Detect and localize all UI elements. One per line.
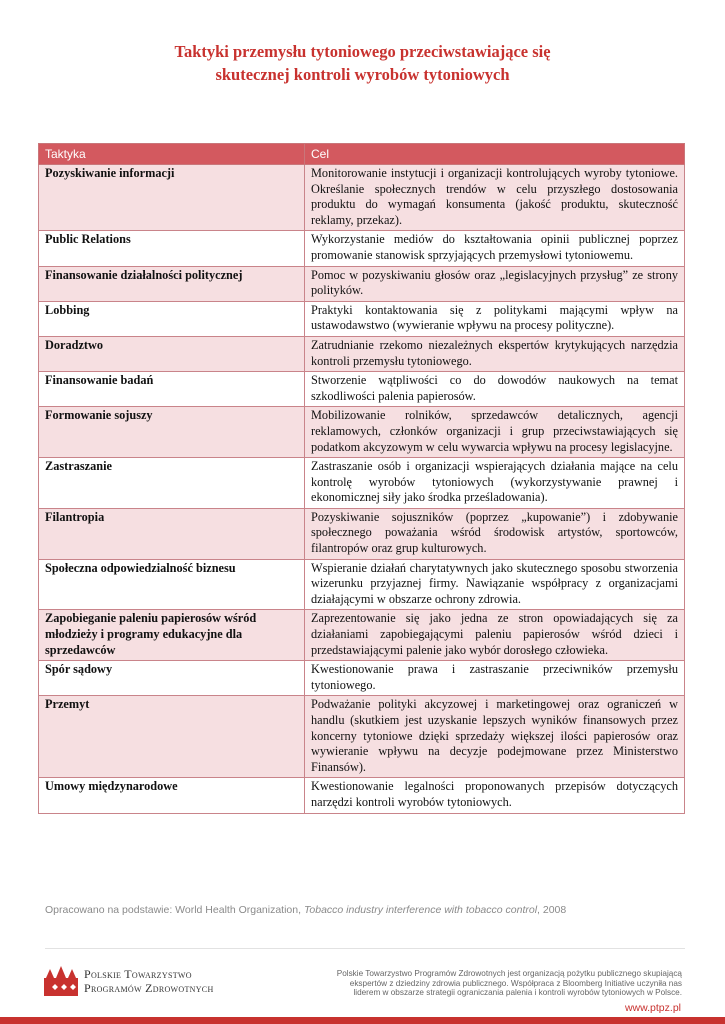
footer-divider bbox=[45, 948, 685, 949]
tactic-cell: Doradztwo bbox=[39, 336, 305, 371]
table-row bbox=[39, 508, 685, 559]
table-row bbox=[39, 661, 685, 696]
table-row bbox=[39, 372, 685, 407]
goal-cell: Praktyki kontaktowania się z politykami mającymi wpływ na ustawodawstwo (wywieranie wpływu na procesy polityczne). bbox=[305, 301, 685, 336]
tactic-cell: Lobbing bbox=[39, 301, 305, 336]
description-line: Polskie Towarzystwo Programów Zdrowotnych jest organizacją pożytku publicznego skupiającą bbox=[336, 969, 682, 978]
column-header-tactic: Taktyka bbox=[39, 144, 305, 165]
goal-cell: Pomoc w pozyskiwaniu głosów oraz „legislacyjnych przysług” ze strony polityków. bbox=[305, 266, 685, 301]
table-row bbox=[39, 407, 685, 458]
goal-cell: Zaprezentowanie się jako jedna ze stron opowiadających się za działaniami zapobiegającymi paleniu papierosów wśród dzieci i przedstawiającymi palenie jako wybór dorosłego człowieka. bbox=[305, 610, 685, 661]
table-row bbox=[39, 696, 685, 778]
tactic-cell: Filantropia bbox=[39, 508, 305, 559]
tactic-cell: Spór sądowy bbox=[39, 661, 305, 696]
page-title bbox=[0, 40, 725, 86]
website-link[interactable]: www.ptpz.pl bbox=[624, 1002, 681, 1014]
table-row bbox=[39, 336, 685, 371]
goal-cell: Kwestionowanie legalności proponowanych przepisów dotyczących narzędzi kontroli wyrobów tytoniowych. bbox=[305, 778, 685, 813]
goal-cell: Wspieranie działań charytatywnych jako skutecznego sposobu stworzenia wizerunku przyjaznej firmy. Nawiązanie współpracy z organizacjami działającymi w obszarze ochrony zdrowia. bbox=[305, 559, 685, 610]
table-header-row bbox=[39, 144, 685, 165]
tactic-cell: Finansowanie badań bbox=[39, 372, 305, 407]
tactics-table bbox=[38, 143, 685, 814]
goal-cell: Zastraszanie osób i organizacji wspierających działania mające na celu kontrolę wyrobów tytoniowych (wykorzystywanie prawnej i ekonomicznej siły jako środka prześladowania). bbox=[305, 458, 685, 509]
description-line: ekspertów z dziedziny zdrowia publicznego. Współpraca z Bloomberg Initiative uczyniła nas bbox=[349, 978, 682, 988]
logo-text-line-1: Polskie Towarzystwo bbox=[84, 967, 192, 981]
table-row bbox=[39, 610, 685, 661]
goal-cell: Wykorzystanie mediów do kształtowania opinii publicznej poprzez promowanie stanowisk sprzyjających przemysłowi tytoniowemu. bbox=[305, 231, 685, 266]
title-line-2: skutecznej kontroli wyrobów tytoniowych bbox=[215, 65, 510, 84]
goal-cell: Zatrudnianie rzekomo niezależnych ekspertów krytykujących narzędzia kontroli przemysłu tytoniowego. bbox=[305, 336, 685, 371]
ptpz-logo bbox=[44, 962, 304, 1002]
tactic-cell: Zastraszanie bbox=[39, 458, 305, 509]
goal-cell: Stworzenie wątpliwości co do dowodów naukowych na temat szkodliwości palenia papierosów. bbox=[305, 372, 685, 407]
table-row bbox=[39, 458, 685, 509]
table-row bbox=[39, 231, 685, 266]
title-line-1: Taktyki przemysłu tytoniowego przeciwstawiające się bbox=[174, 42, 551, 61]
table-row bbox=[39, 266, 685, 301]
goal-cell: Kwestionowanie prawa i zastraszanie przeciwników przemysłu tytoniowego. bbox=[305, 661, 685, 696]
goal-cell: Mobilizowanie rolników, sprzedawców detalicznych, agencji reklamowych, członków organizacji i grup przeciwstawiających się podatkom akcyzowym w celu wywarcia wpływu na procesy legislacyjne. bbox=[305, 407, 685, 458]
source-note bbox=[45, 904, 685, 916]
source-suffix: , 2008 bbox=[537, 904, 567, 916]
table-row bbox=[39, 778, 685, 813]
tactic-cell: Public Relations bbox=[39, 231, 305, 266]
bottom-accent-bar bbox=[0, 1017, 725, 1024]
goal-cell: Podważanie polityki akcyzowej i marketingowej oraz ograniczeń w handlu (skutkiem jest uzyskanie lepszych wyników finansowych przez koncerny tytoniowe dzięki sprzedaży większej ilości papierosów oraz wywieranie wpływu na decyzje podejmowane przez Ministerstwo Finansów). bbox=[305, 696, 685, 778]
tactic-cell: Finansowanie działalności politycznej bbox=[39, 266, 305, 301]
organization-description bbox=[298, 969, 682, 998]
column-header-goal: Cel bbox=[305, 144, 685, 165]
source-work-title: Tobacco industry interference with tobacco control bbox=[303, 904, 538, 916]
tactic-cell: Społeczna odpowiedzialność biznesu bbox=[39, 559, 305, 610]
source-prefix: Opracowano na podstawie: World Health Organization, bbox=[45, 904, 304, 916]
ptpz-logo-icon bbox=[44, 966, 78, 996]
tactic-cell: Zapobieganie paleniu papierosów wśród młodzieży i programy edukacyjne dla sprzedawców bbox=[39, 610, 305, 661]
logo-text-line-2: Programów Zdrowotnych bbox=[84, 981, 214, 995]
tactic-cell: Formowanie sojuszy bbox=[39, 407, 305, 458]
table-row bbox=[39, 559, 685, 610]
logo-text bbox=[84, 967, 214, 995]
description-line: liderem w obszarze strategii ograniczania palenia i kontroli wyrobów tytoniowych w Polsce. bbox=[353, 988, 682, 998]
goal-cell: Pozyskiwanie sojuszników (poprzez „kupowanie”) i zdobywanie społecznego poważania wśród środowisk artystów, sportowców, filantropów oraz grup kulturowych. bbox=[305, 508, 685, 559]
table-row bbox=[39, 301, 685, 336]
table-row bbox=[39, 165, 685, 231]
tactic-cell: Umowy międzynarodowe bbox=[39, 778, 305, 813]
tactic-cell: Pozyskiwanie informacji bbox=[39, 165, 305, 231]
tactic-cell: Przemyt bbox=[39, 696, 305, 778]
goal-cell: Monitorowanie instytucji i organizacji kontrolujących wyroby tytoniowe. Określanie społecznych trendów w celu przyszłego dostosowania produktu do wymagań konsumenta (jakość produktu, skuteczność reklamy, przekaz). bbox=[305, 165, 685, 231]
